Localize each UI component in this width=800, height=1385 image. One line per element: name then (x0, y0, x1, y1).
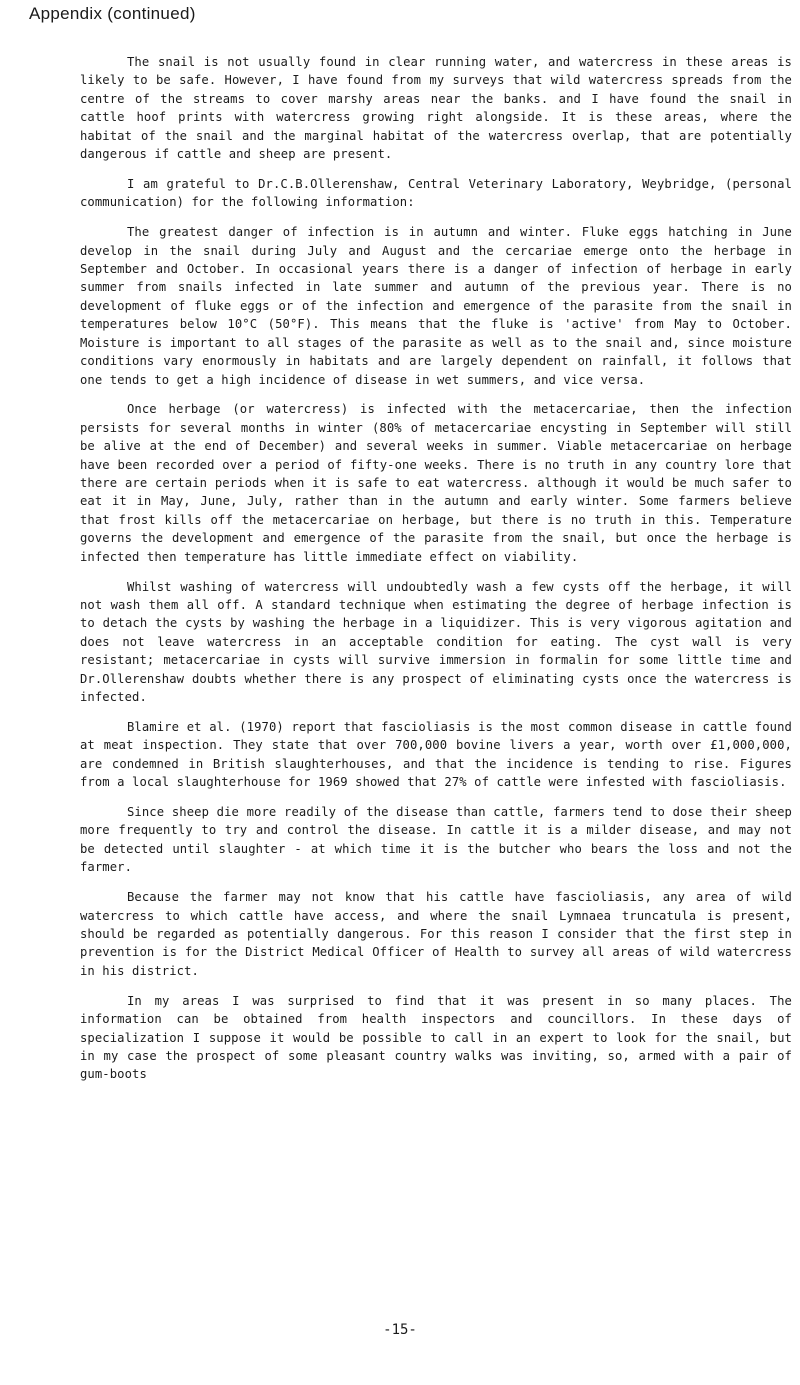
paragraph: Since sheep die more readily of the disease than cattle, farmers tend to dose their sheep more frequently to try and control the disease. In cattle it is a milder disease, and may not be detected until slaughter - at which time it is the butcher who bears the loss and not the farmer. (80, 805, 792, 875)
paragraph: In my areas I was surprised to find that it was present in so many places. The information can be obtained from health inspectors and councillors. In these days of specialization I suppose it would be possible to call in an expert to look for the snail, but in my case the prospect of some pleasant country walks was inviting, so, armed with a pair of gum-boots (80, 993, 792, 1082)
paragraph: Blamire et al. (1970) report that fascioliasis is the most common disease in cattle found at meat inspection. They state that over 700,000 bovine livers a year, worth over £1,000,000, are condemned in British slaughterhouses, and that the incidence is tending to rise. Figures from a local slaughterhouse for 1969 showed that 27% of cattle were infested with fascioliasis. (80, 719, 792, 790)
paragraph: Once herbage (or watercress) is infected with the metacercariae, then the infection persists for several months in winter (80% of metacercariae encysting in September will still be alive at the end of December) and several weeks in summer. Viable metacercariae on herbage have been recorded over a period of fifty-one weeks. There is no truth in any country lore that there are certain periods when it is safe to eat watercress. although it would be much safer to eat it in May, June, July, rather than in the autumn and early winter. Some farmers believe that frost kills off the metacercariae on herbage, but there is no truth in this. Temperature governs the development and emergence of the parasite from the snail, but once the herbage is infected then temperature has little immediate effect on viability. (80, 402, 792, 564)
page-heading: Appendix (continued) (29, 4, 196, 23)
paragraph: The greatest danger of infection is in autumn and winter. Fluke eggs hatching in June develop in the snail during July and August and the cercariae emerge onto the herbage in September and October. In occasional years there is a danger of infection of herbage in early summer from snails infected in late summer and autumn of the previous year. There is no development of fluke eggs or of the infection and emergence of the parasite from the snail in temperatures below 10°C (50°F). This means that the fluke is 'active' from May to October. Moisture is important to all stages of the parasite as well as to the snail and, since moisture conditions vary enormously in habitats and are largely dependent on rainfall, it follows that one tends to get a high incidence of disease in wet summers, and vice versa. (80, 225, 792, 387)
paragraph: Because the farmer may not know that his cattle have fascioliasis, any area of wild watercress to which cattle have access, and where the snail Lymnaea truncatula is present, should be regarded as potentially dangerous. For this reason I consider that the first step in prevention is for the District Medical Officer of Health to survey all areas of wild watercress in his district. (80, 890, 792, 978)
body-text (80, 53, 792, 1095)
paragraph: The snail is not usually found in clear running water, and watercress in these areas is likely to be safe. However, I have found from my surveys that wild watercress spreads from the centre of the streams to cover marshy areas near the banks. and I have found the snail in cattle hoof prints with watercress growing right alongside. It is these areas, where the habitat of the snail and the marginal habitat of the watercress overlap, that are potentially dangerous if cattle and sheep are present. (80, 55, 792, 162)
paragraph: Whilst washing of watercress will undoubtedly wash a few cysts off the herbage, it will not wash them all off. A standard technique when estimating the degree of herbage infection is to detach the cysts by washing the herbage in a liquidizer. This is very vigorous agitation and does not leave watercress in an acceptable condition for eating. The cyst wall is very resistant; metacercariae in cysts will survive immersion in formalin for some little time and Dr.Ollerenshaw doubts whether there is any prospect of eliminating cysts once the watercress is infected. (80, 579, 792, 704)
paragraph: I am grateful to Dr.C.B.Ollerenshaw, Central Veterinary Laboratory, Weybridge, (personal communication) for the following information: (80, 176, 792, 210)
page-number: -15- (383, 1322, 417, 1338)
